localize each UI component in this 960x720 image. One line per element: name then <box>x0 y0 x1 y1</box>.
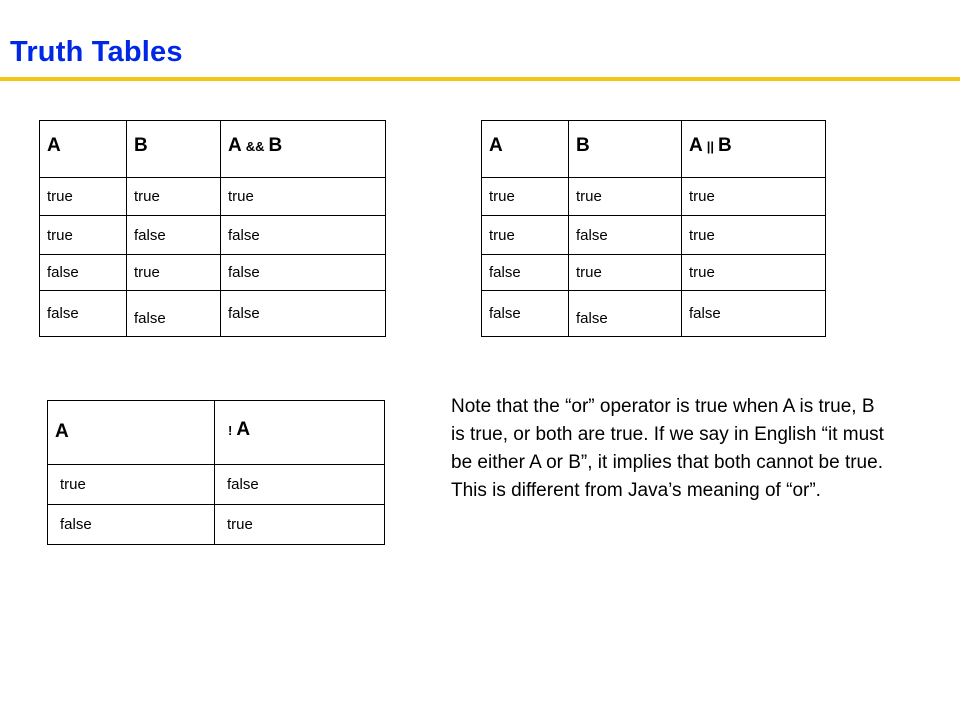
header-cell: A || B <box>682 121 826 178</box>
page-title: Truth Tables <box>10 36 183 68</box>
table-header-row <box>48 401 385 465</box>
table-cell: true <box>682 255 826 291</box>
table-row <box>40 216 386 255</box>
table-row <box>40 178 386 216</box>
table-cell: false <box>40 291 127 337</box>
table-cell: true <box>40 216 127 255</box>
table-header-row <box>482 121 826 178</box>
table-row <box>482 255 826 291</box>
header-cell: B <box>127 121 221 178</box>
table-row <box>48 465 385 505</box>
and-operator: && <box>245 139 265 154</box>
table-header-row <box>40 121 386 178</box>
or-truth-table <box>481 120 826 337</box>
table-cell: false <box>221 291 386 337</box>
header-cell: ! A <box>215 401 385 465</box>
table-cell: true <box>482 178 569 216</box>
table-cell: false <box>482 291 569 337</box>
table-cell: true <box>48 465 215 505</box>
table-cell: true <box>127 255 221 291</box>
table-cell: false <box>127 216 221 255</box>
header-cell: A <box>482 121 569 178</box>
and-truth-table <box>39 120 386 337</box>
table-row <box>40 255 386 291</box>
table-cell: true <box>569 178 682 216</box>
table-row <box>48 505 385 545</box>
header-cell: A && B <box>221 121 386 178</box>
header-cell: A <box>48 401 215 465</box>
table-cell: false <box>569 216 682 255</box>
table-cell: true <box>127 178 221 216</box>
table-cell: false <box>40 255 127 291</box>
header-cell: B <box>569 121 682 178</box>
table-cell: true <box>215 505 385 545</box>
table-row <box>40 291 386 337</box>
or-operator-note: Note that the “or” operator is true when A is true, B is true, or both are true. If we say in English “it must be either A or B”, it implies that both cannot be true. This is different from Java’s meaning of “or”. <box>451 396 884 501</box>
not-truth-table <box>47 400 385 545</box>
table-cell: false <box>682 291 826 337</box>
table-cell: true <box>40 178 127 216</box>
table-row <box>482 216 826 255</box>
table-cell: false <box>221 216 386 255</box>
table-row <box>482 291 826 337</box>
table-cell: true <box>569 255 682 291</box>
table-cell: false <box>127 291 221 337</box>
table-cell: false <box>569 291 682 337</box>
table-cell: true <box>682 216 826 255</box>
table-cell: true <box>682 178 826 216</box>
table-cell: true <box>221 178 386 216</box>
header-cell: A <box>40 121 127 178</box>
not-operator: ! <box>228 423 233 438</box>
table-cell: true <box>482 216 569 255</box>
table-cell: false <box>215 465 385 505</box>
or-operator: || <box>706 139 715 154</box>
table-cell: false <box>221 255 386 291</box>
table-cell: false <box>482 255 569 291</box>
table-cell: false <box>48 505 215 545</box>
title-underline <box>0 77 960 81</box>
table-row <box>482 178 826 216</box>
